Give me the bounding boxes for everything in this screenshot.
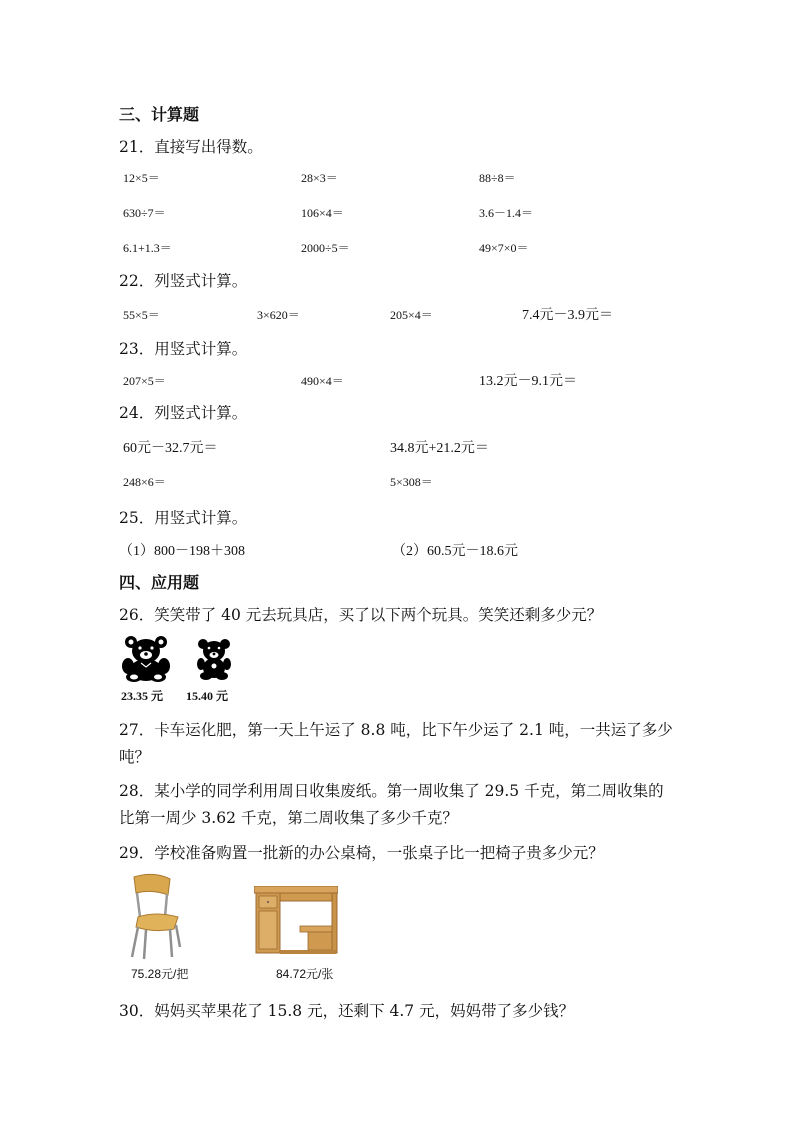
q21-item: 49×7×0＝ bbox=[479, 241, 529, 255]
bear-price-2: 15.40 元 bbox=[186, 689, 229, 703]
q21-item: 106×4＝ bbox=[301, 206, 344, 220]
q23-title: 23．用竖式计算。 bbox=[119, 340, 248, 358]
q21-item: 28×3＝ bbox=[301, 171, 338, 185]
chair-image bbox=[124, 873, 186, 961]
q24-title: 24．列竖式计算。 bbox=[119, 404, 248, 422]
q21-item: 2000÷5＝ bbox=[301, 241, 350, 255]
q23-item: 13.2元－9.1元＝ bbox=[479, 374, 577, 389]
chair-price: 75.28元/把 bbox=[131, 967, 189, 981]
q25-item: （2）60.5元－18.6元 bbox=[392, 544, 518, 559]
section-3-heading: 三、计算题 bbox=[119, 105, 200, 124]
q23-item: 490×4＝ bbox=[301, 374, 344, 388]
q28-line2: 比第一周少 3.62 千克，第二周收集了多少千克？ bbox=[119, 809, 458, 827]
q22-item: 7.4元－3.9元＝ bbox=[522, 308, 613, 323]
q22-title: 22．列竖式计算。 bbox=[119, 272, 248, 290]
q22-item: 3×620＝ bbox=[257, 308, 300, 322]
q22-item: 55×5＝ bbox=[123, 308, 160, 322]
q24-item: 60元－32.7元＝ bbox=[123, 441, 218, 456]
desk-image bbox=[254, 886, 338, 956]
q21-item: 88÷8＝ bbox=[479, 171, 516, 185]
q21-item: 6.1+1.3＝ bbox=[123, 241, 172, 255]
q26-text: 26．笑笑带了 40 元去玩具店，买了以下两个玩具。笑笑还剩多少元？ bbox=[119, 606, 603, 624]
q25-item: （1）800－198＋308 bbox=[119, 544, 245, 559]
q29-text: 29．学校准备购置一批新的办公桌椅，一张桌子比一把椅子贵多少元？ bbox=[119, 844, 604, 862]
q22-item: 205×4＝ bbox=[390, 308, 433, 322]
section-4-heading: 四、应用题 bbox=[119, 573, 200, 592]
q24-item: 34.8元+21.2元＝ bbox=[390, 441, 489, 456]
q21-title: 21．直接写出得数。 bbox=[119, 138, 263, 156]
teddy-bear-large-image bbox=[120, 634, 172, 682]
desk-price: 84.72元/张 bbox=[276, 967, 334, 981]
teddy-bear-small-image bbox=[196, 638, 232, 680]
q25-title: 25．用竖式计算。 bbox=[119, 509, 248, 527]
q27-line1: 27．卡车运化肥，第一天上午运了 8.8 吨，比下午少运了 2.1 吨，一共运了多少 bbox=[119, 721, 673, 739]
bear-price-1: 23.35 元 bbox=[121, 689, 164, 703]
q21-item: 3.6－1.4＝ bbox=[479, 206, 534, 220]
q30-text: 30．妈妈买苹果花了 15.8 元，还剩下 4.7 元，妈妈带了多少钱？ bbox=[119, 1002, 575, 1020]
q21-item: 630÷7＝ bbox=[123, 206, 166, 220]
q24-item: 5×308＝ bbox=[390, 475, 433, 489]
q28-line1: 28．某小学的同学利用周日收集废纸。第一周收集了 29.5 千克，第二周收集的 bbox=[119, 782, 664, 800]
q21-item: 12×5＝ bbox=[123, 171, 160, 185]
q27-line2: 吨？ bbox=[119, 748, 151, 766]
q23-item: 207×5＝ bbox=[123, 374, 166, 388]
q24-item: 248×6＝ bbox=[123, 475, 166, 489]
